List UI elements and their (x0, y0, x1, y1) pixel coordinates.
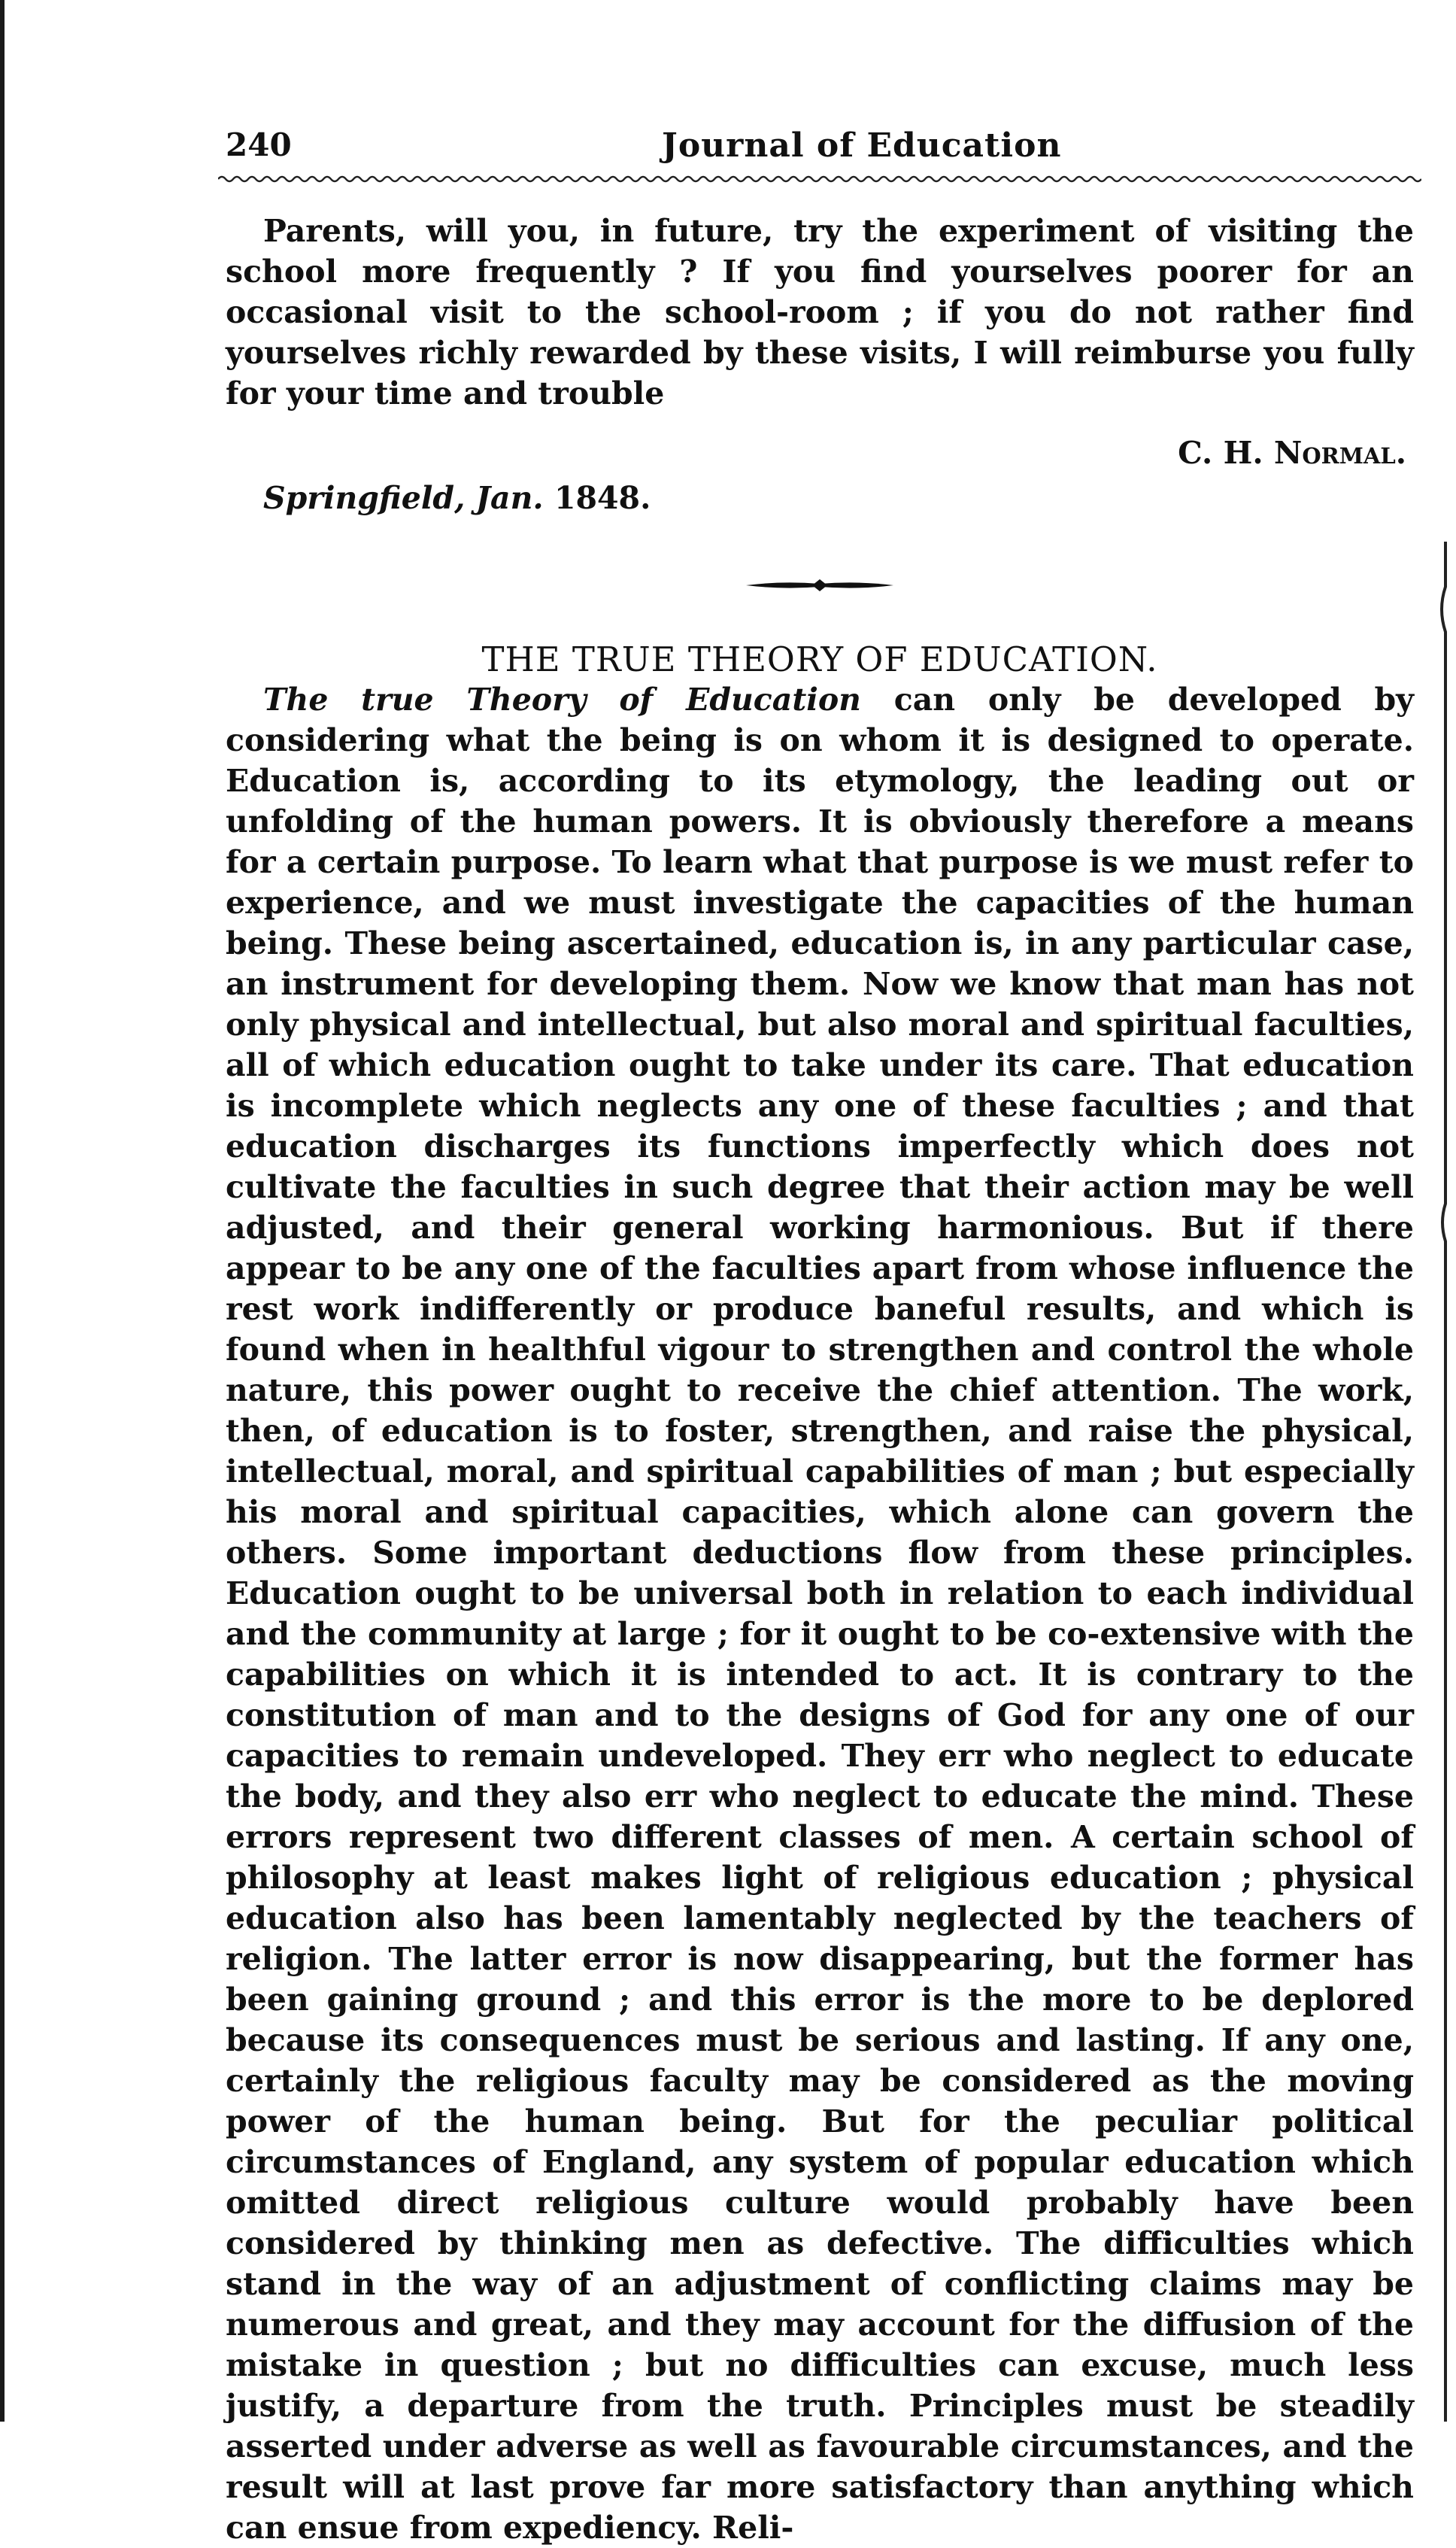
article-title: THE TRUE THEORY OF EDUCATION. (481, 639, 1158, 679)
running-head (226, 113, 1414, 196)
journal-title: Journal of Education (662, 126, 1062, 165)
signature-name: Normal. (1273, 435, 1406, 471)
page-left-edge (0, 0, 5, 2422)
letter-signature (226, 435, 1414, 471)
book-page (226, 113, 1414, 2548)
date-month: Jan. (475, 480, 544, 516)
page-number: 240 (226, 126, 292, 163)
date-place: Springfield, (263, 480, 466, 516)
date-year: 1848. (554, 480, 651, 516)
article-lead-italic: The true Theory of Education (263, 682, 861, 718)
article-body-text: can only be developed by considering what the being is on whom it is designed to operate. Education is, according to its etymology, the leading out or unfolding of the human powers. It is obviously therefore a means for a certain purpose. To learn what that purpose is we must refer to experience, and we must investigate the capacities of the human being. These being ascertained, education is, in any particular case, an instrument for developing them. Now we know that man has not only physical and intellectual, but also moral and spiritual faculties, all of which education ought to take under its care. That education is incomplete which neglects any one of these faculties ; and that education discharges its functions imperfectly which does not cultivate the faculties in such degree that their action may be well adjusted, and their general working harmonious. But if there appear to be any one of the faculties apart from whose influence the rest work indifferently or produce baneful results, and which is found when in healthful vigour to strengthen and control the whole nature, this power ought to receive the chief attention. The work, then, of education is to foster, strengthen, and raise the physical, intellectual, moral, and spiritual capabilities of man ; but especially his moral and spiritual capacities, which alone can govern the others. Some important deductions flow from these principles. Education ought to be universal both in relation to each individual and the community at large ; for it ought to be co-extensive with the capabilities on which it is intended to act. It is contrary to the constitution of man and to the designs of God for any one of our capacities to remain undeveloped. They err who neglect to educate the body, and they also err who neglect to educate the mind. These errors represent two different classes of men. A certain school of philosophy at least makes light of religious education ; physical education also has been lamentably neglected by the teachers of religion. The latter error is now disappearing, but the former has been gaining ground ; and this error is the more to be deplored because its consequences must be serious and lasting. If any one, certainly the religious faculty may be considered as the moving power of the human being. But for the peculiar political circumstances of England, any system of popular education which omitted direct religious culture would probably have been considered by thinking men as defective. The difficulties which stand in the way of an adjustment of conflicting claims may be numerous and great, and they may account for the diffusion of the mistake in question ; but no difficulties can excuse, much less justify, a departure from the truth. Principles must be steadily asserted under adverse as well as favourable circumstances, and the result will at last prove far more satisfactory than anything which can ensue from expediency. Reli- (226, 682, 1414, 2546)
letter-dateline (263, 480, 1414, 516)
header-wavy-rule (218, 172, 1421, 187)
article-body (226, 679, 1414, 2548)
page-right-edge (1435, 542, 1454, 2422)
section-divider-ornament (745, 576, 895, 594)
letter-paragraph: Parents, will you, in future, try the experiment of visiting the school more frequently ? If you find yourselves poorer for an occasional visit to the school-room ; if you do not rather find yourselves richly rewarded by these visits, I will reimburse you fully for your time and trouble (226, 213, 1414, 412)
signature-initials: C. H. (1178, 435, 1263, 471)
